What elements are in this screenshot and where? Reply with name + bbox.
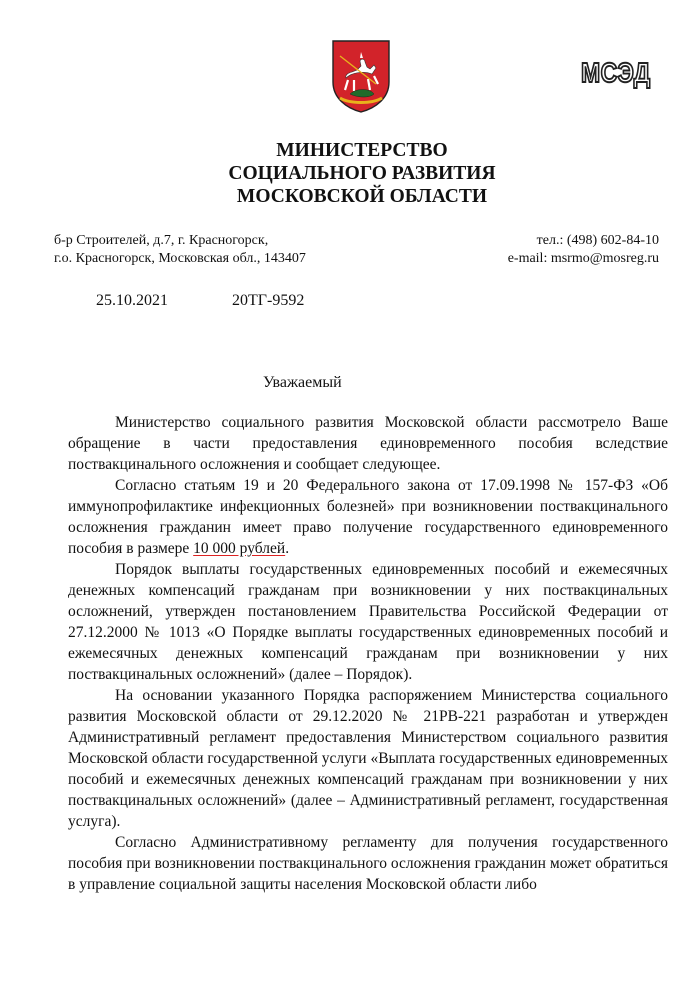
ministry-title-line: МИНИСТЕРСТВО: [276, 140, 448, 161]
letter-body: [68, 412, 668, 895]
address-line: г.о. Красногорск, Московская обл., 143407: [54, 250, 306, 266]
ministry-title-line: МОСКОВСКОЙ ОБЛАСТИ: [236, 186, 488, 207]
body-paragraph: Порядок выплаты государственных единовременных пособий и ежемесячных денежных компенсаций гражданам при возникновении у них поствакцинальных осложнений, утвержден постановлением Правительства Российской Федерации от 27.12.2000 № 1013 «О Порядке выплаты государственных единовременных пособий и ежемесячных денежных компенсаций гражданам при возникновении у них поствакцинальных осложнений» (далее – Порядок).: [68, 561, 668, 683]
paragraph-text: .: [285, 540, 290, 557]
address-line: б-р Строителей, д.7, г. Красногорск,: [54, 233, 269, 248]
ministry-title: [0, 139, 700, 208]
body-paragraph: На основании указанного Порядка распоряжением Министерства социального развития Московской области от 29.12.2020 № 21РВ-221 разработан и утвержден Административный регламент предоставления Министерством социального развития Московской области государственной услуги «Выплата государственных единовременных пособий и ежемесячных денежных компенсаций гражданам при возникновении у них поствакцинальных осложнений» (далее – Административный регламент, государственная услуга).: [68, 687, 668, 830]
benefit-amount: 10 000 рублей: [193, 540, 286, 557]
registration-number: 20ТГ-9592: [232, 292, 305, 309]
greeting: Уважаемый: [263, 374, 342, 391]
ministry-contacts: [508, 232, 659, 267]
body-paragraph: Согласно Административному регламенту для получения государственного пособия при возникновении поствакцинального осложнения гражданин может обратиться в управление социальной защиты населения Московской области либо: [68, 834, 668, 893]
paragraph-text: Согласно статьям 19 и 20 Федерального закона от 17.09.1998 № 157-ФЗ «Об иммунопрофилактике инфекционных болезней» при возникновении поствакцинального осложнения гражданин имеет право получение государственного единовременного пособия в размере: [68, 477, 668, 557]
body-paragraph: Министерство социального развития Московской области рассмотрело Ваше обращение в части предоставления единовременного пособия вследствие поствакцинального осложнения и сообщает следующее.: [68, 414, 668, 473]
letter-date: 25.10.2021: [96, 292, 168, 309]
body-paragraph: [68, 475, 668, 559]
ministry-title-line: СОЦИАЛЬНОГО РАЗВИТИЯ: [228, 163, 496, 184]
ministry-address: [54, 232, 306, 267]
coat-of-arms-icon: [330, 38, 392, 114]
phone-number: тел.: (498) 602-84-10: [536, 233, 659, 248]
msed-stamp-logo: МСЭД: [581, 57, 651, 89]
email-address: e-mail: msrmo@mosreg.ru: [507, 250, 659, 266]
